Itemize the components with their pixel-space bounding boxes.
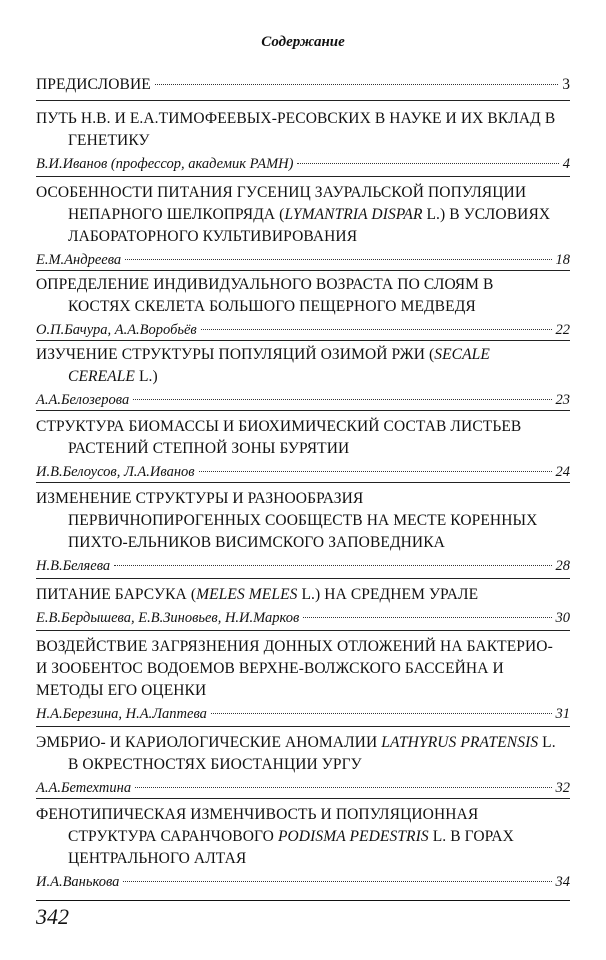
contents-page	[36, 0, 570, 960]
dot-leader	[297, 163, 558, 164]
toc-author-row	[36, 872, 570, 892]
toc-author: Н.А.Березина, Н.А.Лаптева	[36, 706, 207, 722]
toc-title: ИЗУЧЕНИЕ СТРУКТУРЫ ПОПУЛЯЦИЙ ОЗИМОЙ РЖИ (SECALE CEREALE L.)	[36, 346, 490, 385]
toc-entry[interactable]	[36, 274, 570, 340]
dot-leader	[123, 881, 551, 882]
toc-page-number: 4	[562, 156, 570, 172]
toc-entry[interactable]	[36, 804, 570, 892]
toc-author: И.В.Белоусов, Л.А.Иванов	[36, 464, 195, 480]
toc-title: ОСОБЕННОСТИ ПИТАНИЯ ГУСЕНИЦ ЗАУРАЛЬСКОЙ ПОПУЛЯЦИИ НЕПАРНОГО ШЕЛКОПРЯДА (LYMANTRIA DISPAR L.) В УСЛОВИЯХ ЛАБОРАТОРНОГО КУЛЬТИВИРОВАНИЯ	[36, 182, 570, 248]
toc-entry[interactable]	[36, 584, 570, 628]
dot-leader	[125, 259, 551, 260]
toc-entry[interactable]	[36, 182, 570, 270]
toc-author: В.И.Иванов (профессор, академик РАМН)	[36, 156, 294, 172]
dot-leader	[199, 471, 552, 472]
divider	[36, 410, 570, 411]
toc-page-number: 31	[555, 706, 570, 722]
toc-title: ОПРЕДЕЛЕНИЕ ИНДИВИДУАЛЬНОГО ВОЗРАСТА ПО СЛОЯМ В КОСТЯХ СКЕЛЕТА БОЛЬШОГО ПЕЩЕРНОГО МЕДВЕДЯ	[36, 276, 494, 315]
toc-entry[interactable]	[36, 488, 570, 576]
toc-page-number: 22	[555, 322, 570, 338]
toc-author-row	[36, 608, 570, 628]
footer-rule	[36, 900, 570, 901]
latin-taxon: LYMANTRIA DISPAR	[284, 206, 423, 223]
divider	[36, 482, 570, 483]
toc-entry[interactable]	[36, 108, 570, 174]
toc-title: ЭМБРИО- И КАРИОЛОГИЧЕСКИЕ АНОМАЛИИ LATHYRUS PRATENSIS L. В ОКРЕСТНОСТЯХ БИОСТАНЦИИ УРГУ	[36, 734, 556, 773]
latin-taxon: SECALE	[434, 346, 490, 363]
toc-row	[36, 74, 570, 96]
dot-leader	[201, 329, 552, 330]
toc-page-number: 34	[555, 874, 570, 890]
toc-page-number: 3	[562, 76, 570, 93]
toc-author-row	[36, 154, 570, 174]
toc-page-number: 32	[555, 780, 570, 796]
dot-leader	[114, 565, 551, 566]
toc-title: ИЗМЕНЕНИЕ СТРУКТУРЫ И РАЗНООБРАЗИЯ ПЕРВИЧНОПИРОГЕННЫХ СООБЩЕСТВ НА МЕСТЕ КОРЕННЫХ ПИХТО-ЕЛЬНИКОВ ВИСИМСКОГО ЗАПОВЕДНИКА	[36, 490, 538, 551]
toc-author-row	[36, 778, 570, 798]
toc-author: И.А.Ванькова	[36, 874, 120, 890]
divider	[36, 340, 570, 341]
toc-title: ПИТАНИЕ БАРСУКА (MELES MELES L.) НА СРЕДНЕМ УРАЛЕ	[36, 586, 479, 603]
toc-entry[interactable]	[36, 732, 570, 798]
dot-leader	[133, 399, 551, 400]
toc-entry[interactable]	[36, 416, 570, 482]
toc-author-row	[36, 556, 570, 576]
divider	[36, 578, 570, 579]
divider	[36, 100, 570, 101]
toc-author: Е.В.Бердышева, Е.В.Зиновьев, Н.И.Марков	[36, 610, 300, 626]
divider	[36, 176, 570, 177]
toc-author: Е.М.Андреева	[36, 252, 122, 268]
dot-leader	[211, 713, 552, 714]
divider	[36, 798, 570, 799]
footer-page-number: 342	[36, 904, 69, 929]
latin-taxon: CEREALE	[68, 368, 135, 385]
dot-leader	[303, 617, 551, 618]
toc-page-number: 24	[555, 464, 570, 480]
divider	[36, 630, 570, 631]
divider	[36, 726, 570, 727]
toc-entry[interactable]	[36, 344, 570, 410]
contents-heading: Содержание	[261, 34, 345, 50]
toc-author-row	[36, 390, 570, 410]
dot-leader	[135, 787, 551, 788]
toc-author: А.А.Бетехтина	[36, 780, 132, 796]
toc-author-row	[36, 250, 570, 270]
toc-page-number: 18	[555, 252, 570, 268]
toc-entry[interactable]	[36, 636, 570, 724]
toc-author: Н.В.Беляева	[36, 558, 111, 574]
toc-title: ПРЕДИСЛОВИЕ	[36, 76, 151, 93]
toc-author-row	[36, 704, 570, 724]
toc-author-row	[36, 462, 570, 482]
toc-author-row	[36, 320, 570, 340]
toc-page-number: 30	[555, 610, 570, 626]
toc-entry-preface[interactable]	[36, 72, 570, 96]
toc-title-line: НЕПАРНОГО ШЕЛКОПРЯДА (LYMANTRIA DISPAR L.) В УСЛОВИЯХ	[68, 206, 551, 223]
latin-taxon: LATHYRUS PRATENSIS	[381, 734, 539, 751]
divider	[36, 270, 570, 271]
toc-title: ПУТЬ Н.В. И Е.А.ТИМОФЕЕВЫХ-РЕСОВСКИХ В НАУКЕ И ИХ ВКЛАД В ГЕНЕТИКУ	[36, 110, 556, 149]
dot-leader	[155, 84, 558, 85]
latin-taxon: MELES MELES	[196, 586, 298, 603]
toc-page-number: 28	[555, 558, 570, 574]
latin-taxon: PODISMA PEDESTRIS	[277, 828, 429, 845]
toc-title: ВОЗДЕЙСТВИЕ ЗАГРЯЗНЕНИЯ ДОННЫХ ОТЛОЖЕНИЙ НА БАКТЕРИО- И ЗООБЕНТОС ВОДОЕМОВ ВЕРХНЕ-ВОЛЖСКОГО БАССЕЙНА И МЕТОДЫ ЕГО ОЦЕНКИ	[36, 638, 553, 699]
toc-title: СТРУКТУРА БИОМАССЫ И БИОХИМИЧЕСКИЙ СОСТАВ ЛИСТЬЕВ РАСТЕНИЙ СТЕПНОЙ ЗОНЫ БУРЯТИИ	[36, 418, 522, 457]
toc-author: О.П.Бачура, А.А.Воробьёв	[36, 322, 197, 338]
toc-page-number: 23	[555, 392, 570, 408]
toc-title: ФЕНОТИПИЧЕСКАЯ ИЗМЕНЧИВОСТЬ И ПОПУЛЯЦИОННАЯ СТРУКТУРА САРАНЧОВОГО PODISMA PEDESTRIS L. В ГОРАХ ЦЕНТРАЛЬНОГО АЛТАЯ	[36, 806, 514, 867]
toc-author: А.А.Белозерова	[36, 392, 130, 408]
